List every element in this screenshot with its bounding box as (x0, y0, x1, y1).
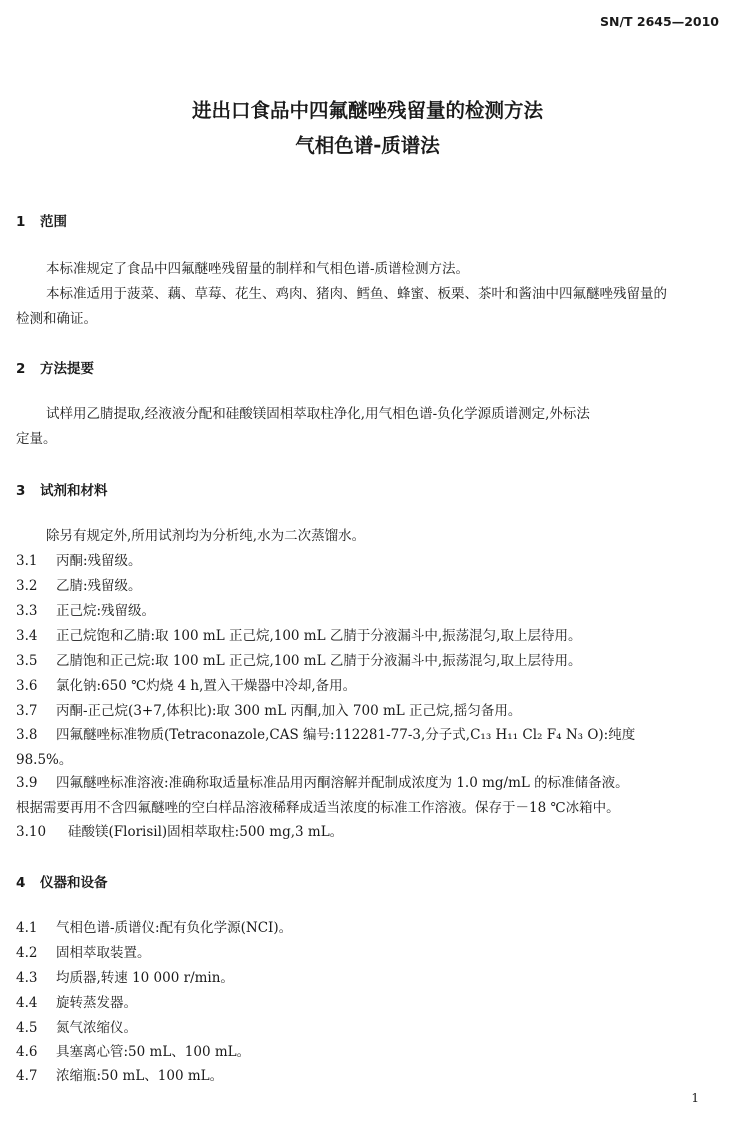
item-number: 4.2 (16, 945, 38, 961)
item-number: 3.1 (16, 553, 38, 569)
standard-code: SN/T 2645—2010 (600, 14, 719, 29)
list-item (16, 624, 719, 649)
paragraph-line: 检测和确证。 (16, 310, 97, 327)
item-number: 4.3 (16, 970, 38, 986)
list-item (16, 674, 719, 699)
item-number: 3.2 (16, 578, 38, 594)
section-heading-2 (16, 357, 94, 377)
list-item (16, 966, 719, 991)
item-text: 正己烷:残留级。 (56, 603, 156, 619)
item-text: 硅酸镁(Florisil)固相萃取柱:500 mg,3 mL。 (68, 824, 344, 840)
paragraph (16, 524, 719, 549)
item-number: 3.9 (16, 775, 38, 791)
list-item (16, 599, 719, 624)
item-text: 四氟醚唑标准溶液:准确称取适量标准品用丙酮溶解并配制成浓度为 1.0 mg/mL 的标准储备液。 (56, 775, 629, 791)
list-item (16, 916, 719, 941)
section-number: 3 (16, 483, 26, 499)
paragraph-line: 定量。 (16, 430, 57, 447)
paragraph-line: 本标准适用于菠菜、藕、草莓、花生、鸡肉、猪肉、鳕鱼、蜂蜜、板栗、茶叶和酱油中四氟醚唑残留量的 (46, 286, 667, 302)
list-item (16, 723, 719, 772)
item-number: 3.7 (16, 703, 38, 719)
document-title: 进出口食品中四氟醚唑残留量的检测方法 (191, 99, 543, 122)
list-item (16, 771, 719, 820)
paragraph (16, 257, 719, 282)
item-text: 乙腈:残留级。 (56, 578, 142, 594)
item-text: 丙酮:残留级。 (56, 553, 142, 569)
list-item (16, 820, 719, 845)
paragraph-line: 除另有规定外,所用试剂均为分析纯,水为二次蒸馏水。 (46, 528, 366, 544)
paragraph-line: 本标准规定了食品中四氟醚唑残留量的制样和气相色谱-质谱检测方法。 (46, 261, 470, 277)
list-item (16, 699, 719, 724)
list-item (16, 574, 719, 599)
list-item (16, 649, 719, 674)
section-title: 试剂和材料 (40, 483, 108, 499)
paragraph-line: 试样用乙腈提取,经液液分配和硅酸镁固相萃取柱净化,用气相色谱-负化学源质谱测定,外标法 (46, 406, 590, 422)
item-number: 4.1 (16, 920, 38, 936)
item-number: 4.5 (16, 1020, 38, 1036)
item-number: 3.10 (16, 824, 47, 840)
item-number: 3.4 (16, 628, 38, 644)
list-item (16, 991, 719, 1016)
section-number: 1 (16, 214, 26, 230)
list-item (16, 1040, 719, 1065)
document-subtitle: 气相色谱-质谱法 (295, 134, 440, 157)
item-number: 3.8 (16, 727, 38, 743)
section-number: 2 (16, 361, 26, 377)
item-text: 固相萃取装置。 (56, 945, 151, 961)
section-heading-4 (16, 871, 108, 891)
section-heading-1 (16, 210, 67, 230)
section-heading-3 (16, 479, 108, 499)
section-title: 仪器和设备 (40, 875, 108, 891)
item-text: 乙腈饱和正己烷:取 100 mL 正己烷,100 mL 乙腈于分液漏斗中,振荡混匀,取上层待用。 (56, 653, 582, 669)
page-number: 1 (691, 1091, 699, 1105)
item-text: 旋转蒸发器。 (56, 995, 137, 1011)
list-item (16, 941, 719, 966)
item-text: 气相色谱-质谱仪:配有负化学源(NCI)。 (56, 920, 293, 936)
item-text-continued: 根据需要再用不含四氟醚唑的空白样品溶液稀释成适当浓度的标准工作溶液。保存于－18 ℃冰箱中。 (16, 799, 620, 816)
list-item (16, 1016, 719, 1041)
section-number: 4 (16, 875, 26, 891)
item-text: 具塞离心管:50 mL、100 mL。 (56, 1044, 251, 1060)
item-number: 4.6 (16, 1044, 38, 1060)
item-text: 四氟醚唑标准物质(Tetraconazole,CAS 编号:112281-77-3,分子式,C₁₃ H₁₁ Cl₂ F₄ N₃ O):纯度 (56, 727, 636, 743)
list-item (16, 549, 719, 574)
item-number: 3.3 (16, 603, 38, 619)
item-number: 4.4 (16, 995, 38, 1011)
item-number: 4.7 (16, 1068, 38, 1084)
item-text: 丙酮-正己烷(3+7,体积比):取 300 mL 丙酮,加入 700 mL 正己烷,摇匀备用。 (56, 703, 522, 719)
item-text: 氯化钠:650 ℃灼烧 4 h,置入干燥器中冷却,备用。 (56, 678, 357, 694)
list-item (16, 1064, 719, 1089)
item-text: 均质器,转速 10 000 r/min。 (56, 970, 234, 986)
paragraph (16, 282, 719, 331)
item-text: 正己烷饱和乙腈:取 100 mL 正己烷,100 mL 乙腈于分液漏斗中,振荡混匀,取上层待用。 (56, 628, 582, 644)
section-title: 方法提要 (40, 361, 94, 377)
item-number: 3.5 (16, 653, 38, 669)
item-number: 3.6 (16, 678, 38, 694)
section-title: 范围 (40, 214, 67, 230)
item-text-continued: 98.5%。 (16, 751, 73, 768)
paragraph (16, 402, 719, 451)
item-text: 浓缩瓶:50 mL、100 mL。 (56, 1068, 224, 1084)
item-text: 氮气浓缩仪。 (56, 1020, 137, 1036)
